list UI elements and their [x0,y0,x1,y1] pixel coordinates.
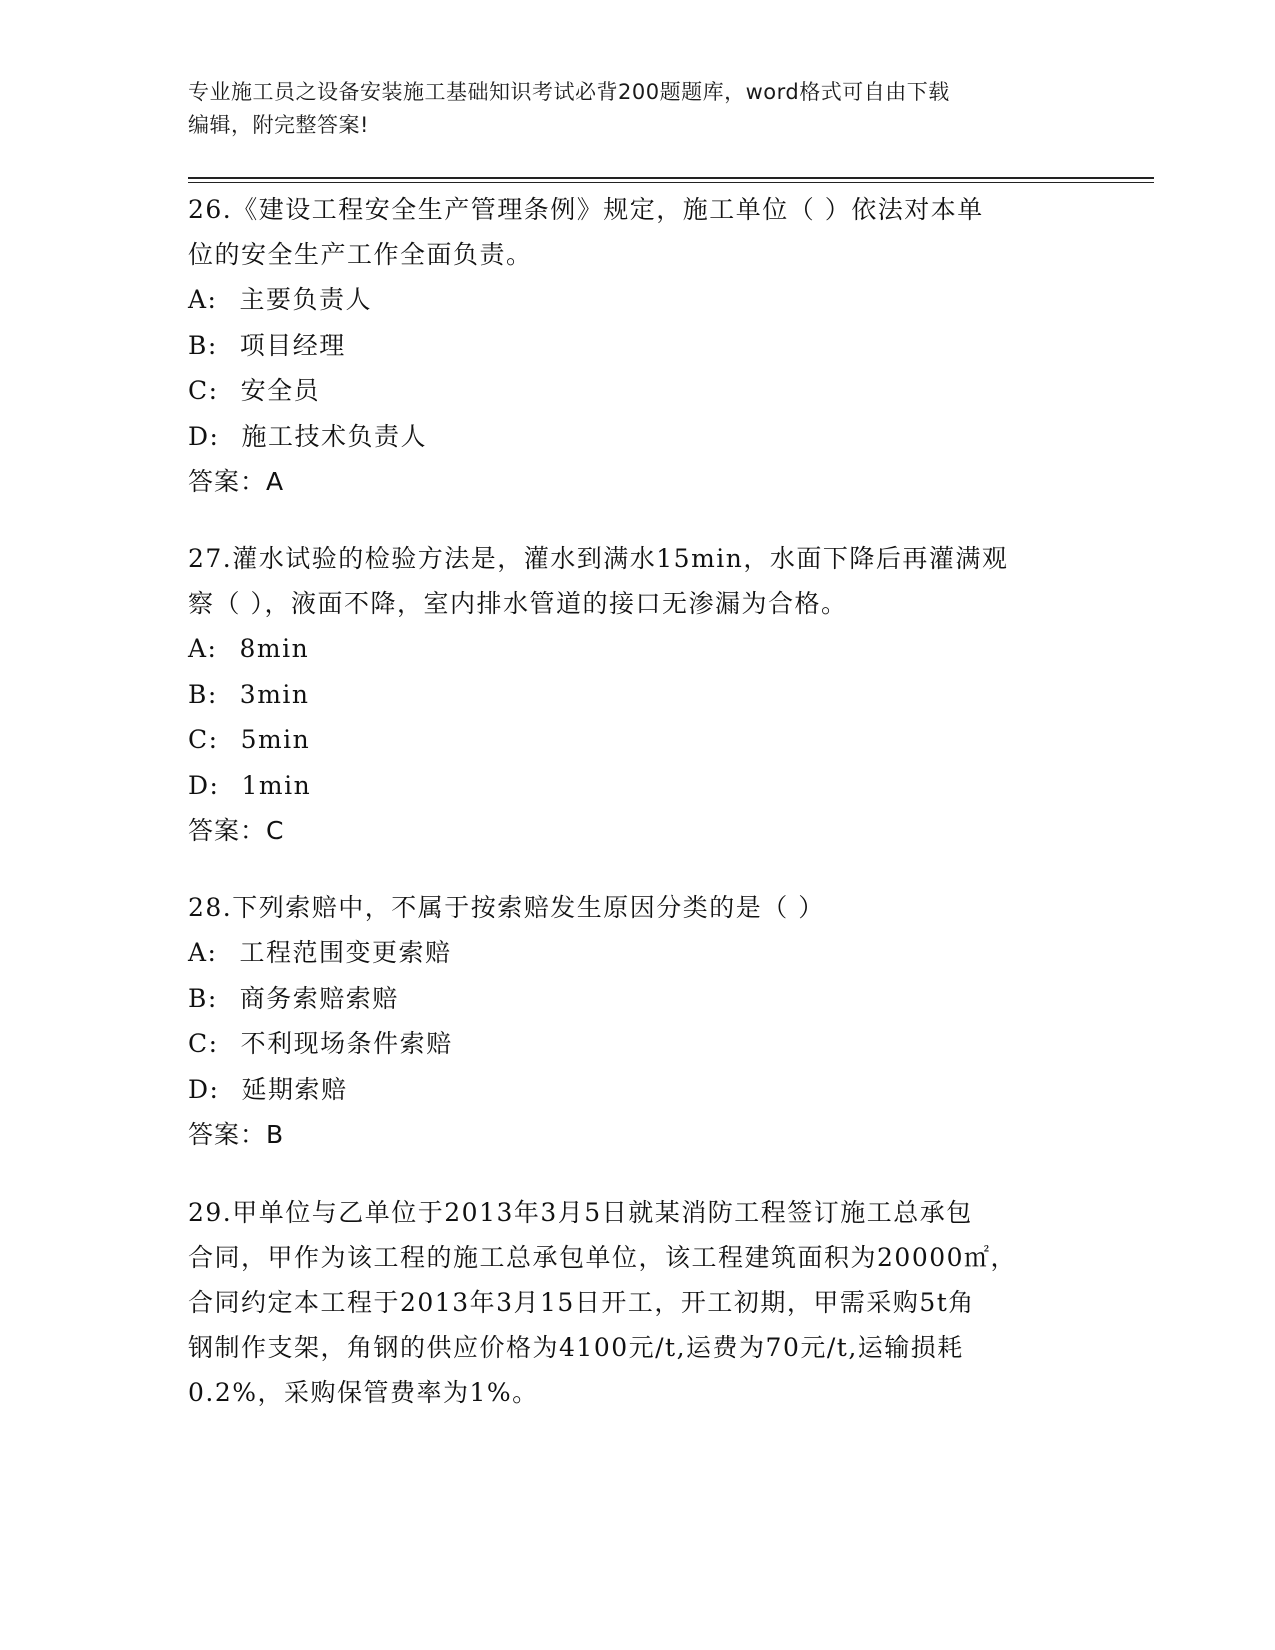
answer-line: 答案：A [188,467,285,496]
option-b [188,323,1068,369]
question-stem-line: 钢制作支架，角钢的供应价格为4100元/t,运费为70元/t,运输损耗 [188,1333,964,1362]
question-stem-line: 合同，甲作为该工程的施工总承包单位，该工程建筑面积为20000㎡， [188,1243,1018,1272]
question-stem-line: 27.灌水试验的检验方法是，灌水到满水15min，水面下降后再灌满观 [188,544,1009,573]
question-stem-line: 合同约定本工程于2013年3月15日开工，开工初期，甲需采购5t角 [188,1288,975,1317]
option-d [188,763,1068,809]
question-28 [188,885,1068,1157]
option-c [188,717,1068,763]
document-header [188,76,1068,142]
option-letter: D: [188,1074,220,1104]
option-letter: B: [188,679,218,709]
question-27 [188,536,1068,853]
question-stem-line: 26.《建设工程安全生产管理条例》规定，施工单位（ ）依法对本单 [188,195,984,224]
option-text: 工程范围变更索赔 [239,938,452,967]
option-letter: A: [188,938,218,967]
header-line-1: 专业施工员之设备安装施工基础知识考试必背200题题库，word格式可自由下载 [188,80,950,104]
option-d [188,414,1068,460]
option-text: 1min [241,770,312,800]
option-b [188,672,1068,718]
option-letter: C: [188,725,219,754]
option-a [188,277,1068,323]
option-text: 8min [239,634,310,663]
option-letter: A: [188,634,218,663]
option-text: 主要负责人 [239,285,372,314]
option-letter: B: [188,983,218,1013]
option-letter: D: [188,770,220,800]
option-letter: C: [188,376,219,405]
option-letter: A: [188,285,218,314]
option-text: 不利现场条件索赔 [240,1029,453,1058]
option-d [188,1067,1068,1113]
option-text: 安全员 [240,376,321,405]
option-b [188,976,1068,1022]
question-stem-line: 察（ ），液面不降，室内排水管道的接口无渗漏为合格。 [188,589,848,618]
question-29 [188,1190,1068,1415]
question-26 [188,187,1068,504]
header-line-2: 编辑，附完整答案! [188,113,369,137]
option-letter: B: [188,330,218,360]
question-stem-line: 29.甲单位与乙单位于2013年3月5日就某消防工程签订施工总承包 [188,1198,973,1227]
option-c [188,1021,1068,1067]
question-stem-line: 28.下列索赔中，不属于按索赔发生原因分类的是（ ） [188,893,825,922]
option-text: 3min [239,679,310,709]
option-text: 延期索赔 [241,1074,348,1104]
option-text: 商务索赔索赔 [239,983,399,1013]
option-a [188,930,1068,976]
option-letter: C: [188,1029,219,1058]
option-text: 5min [240,725,311,754]
option-c [188,368,1068,414]
question-stem-line: 0.2%，采购保管费率为1%。 [188,1378,539,1407]
question-stem-line: 位的安全生产工作全面负责。 [188,240,533,269]
header-divider-thin [188,182,1154,183]
answer-line: 答案：B [188,1120,285,1149]
option-letter: D: [188,421,220,451]
option-a [188,626,1068,672]
option-text: 施工技术负责人 [241,421,427,451]
answer-line: 答案：C [188,816,285,845]
header-divider-thick [188,177,1154,179]
option-text: 项目经理 [239,330,346,360]
